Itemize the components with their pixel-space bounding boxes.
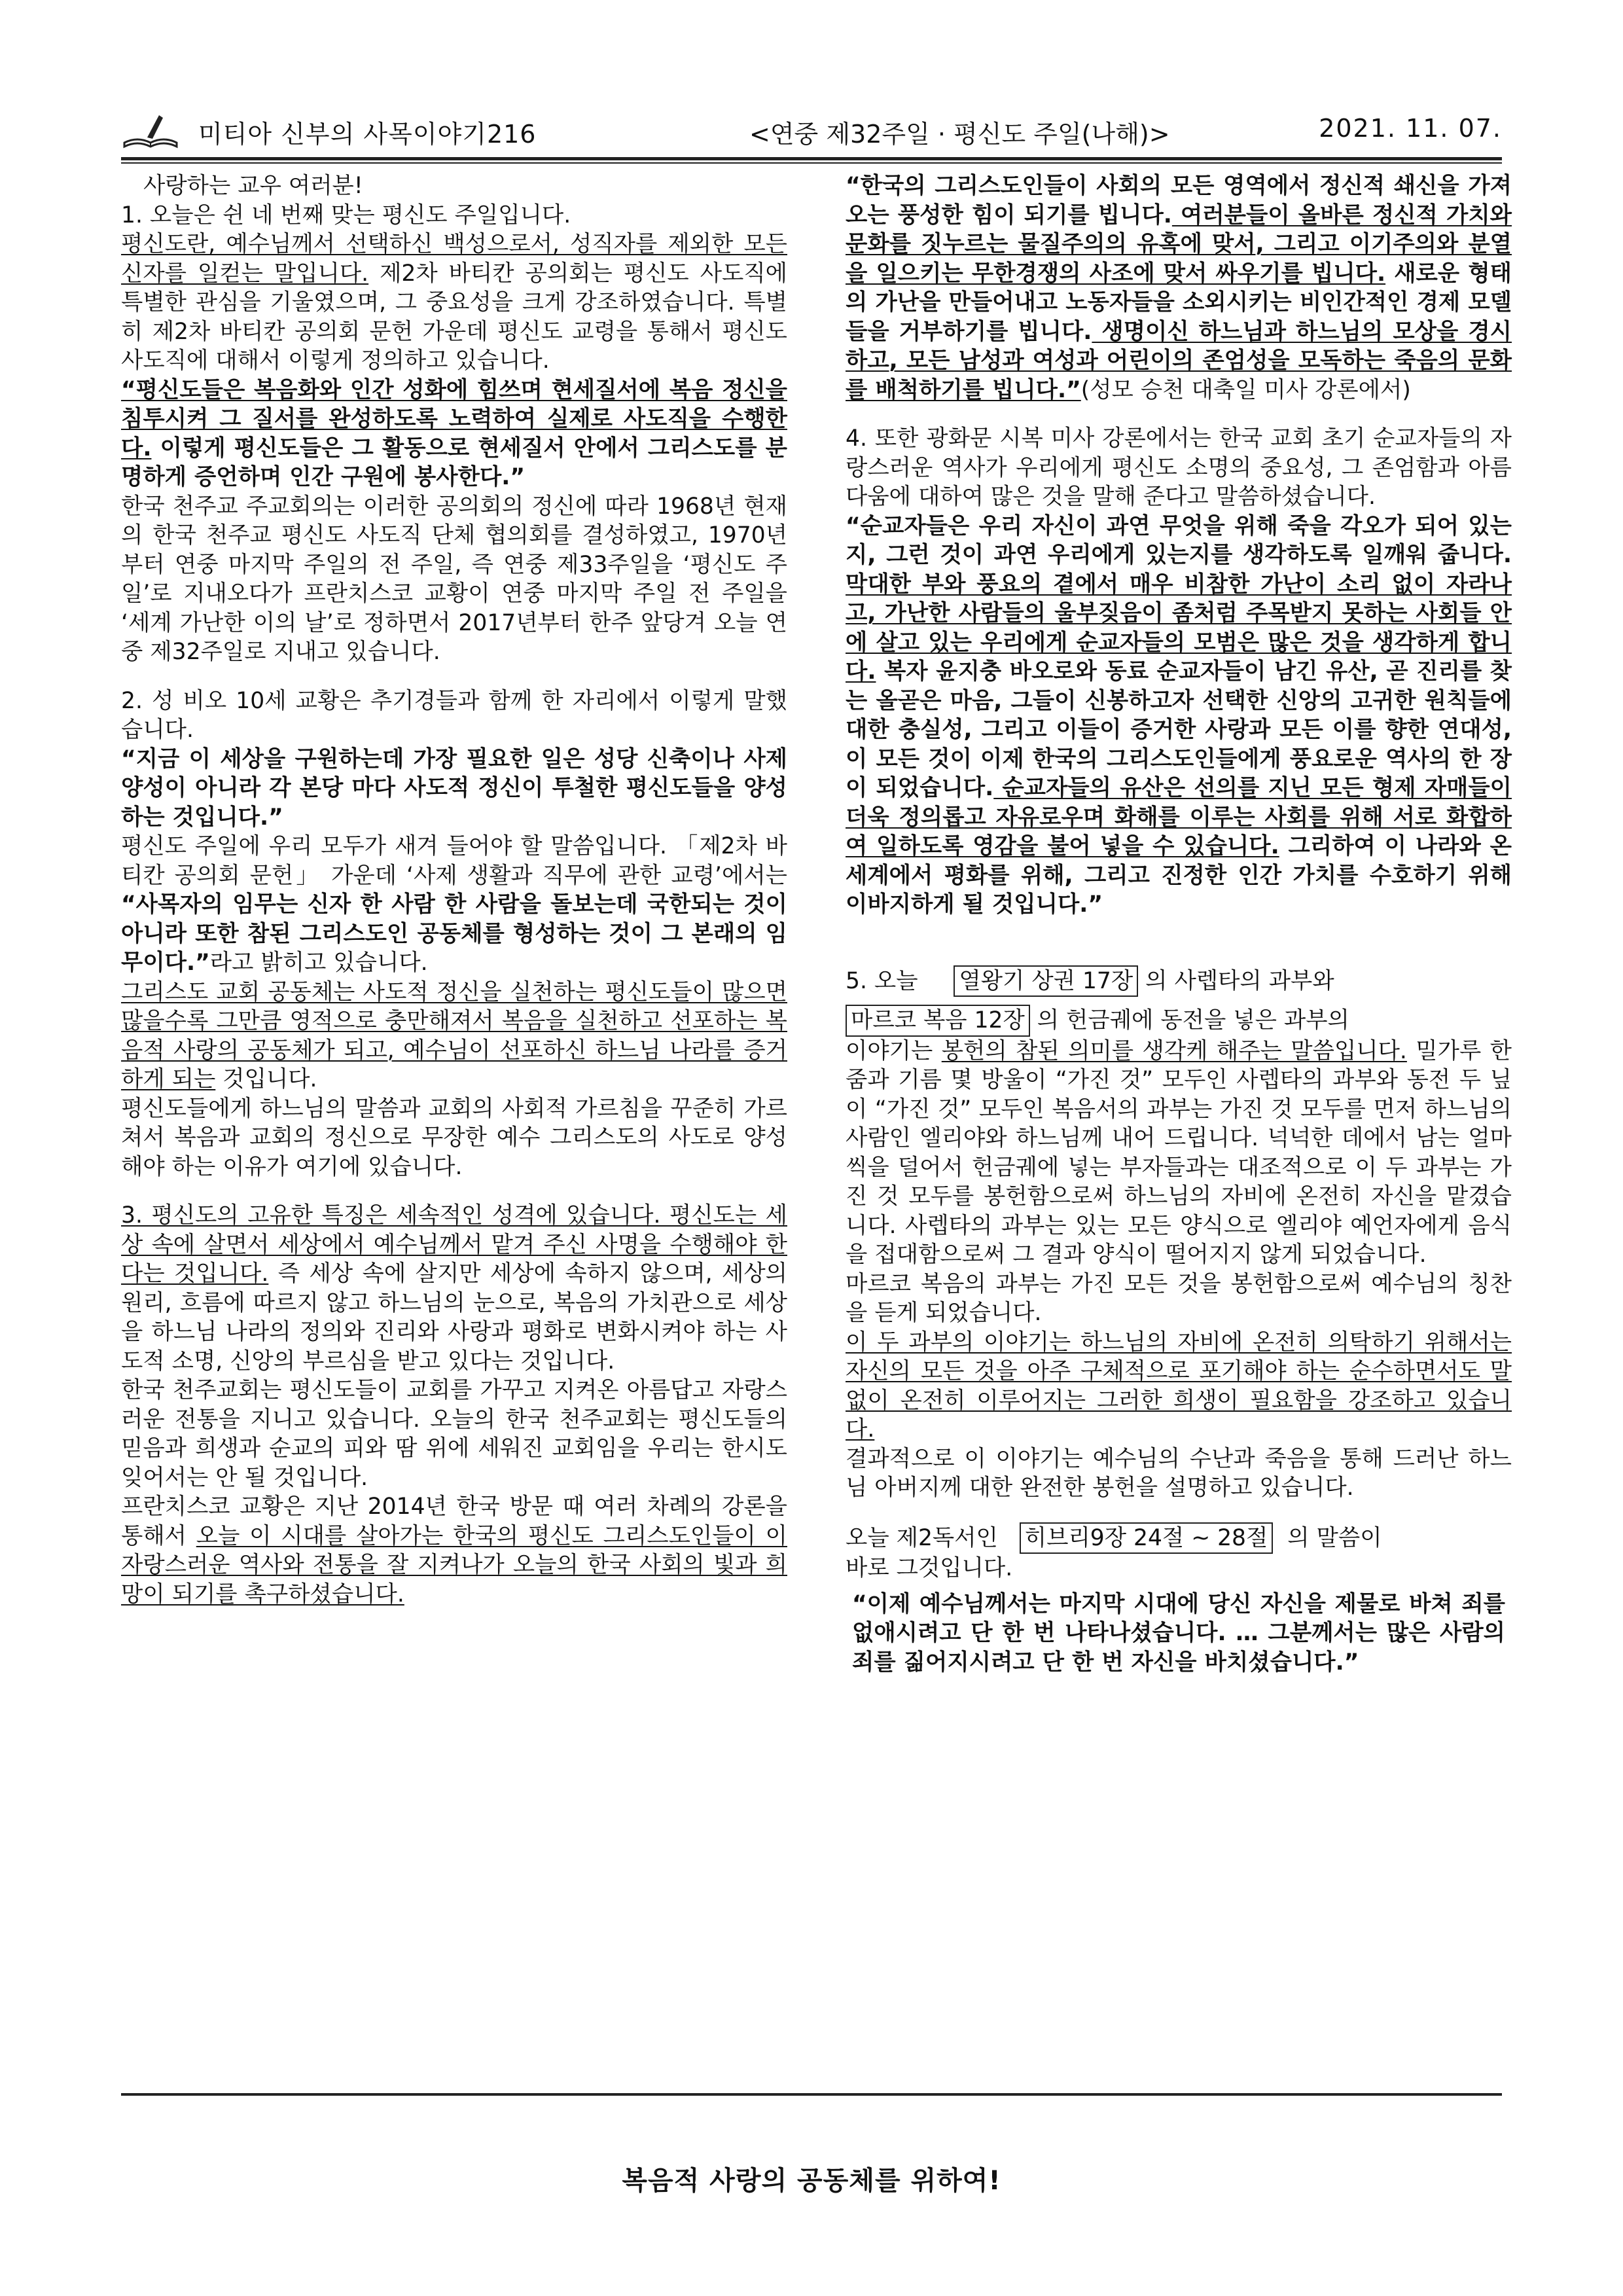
scripture-ref-mark: 마르코 복음 12장 bbox=[846, 1005, 1030, 1037]
martyr-quote-a: “순교자들은 우리 자신이 과연 무엇을 위해 죽을 각오가 되어 있는지, 그런 것이 과연 우리에게 있는지를 생각하도록 일깨워 줍니다. bbox=[846, 512, 1512, 568]
footer-motto: 복음적 사랑의 공동체를 위하여! bbox=[622, 2166, 1001, 2196]
martyr-quote-underlined: 막대한 부와 풍요의 곁에서 매우 비참한 가난이 소리 없이 자라나고, 가난한 사람들의 울부짖음이 좀처럼 주목받지 못하는 사회들 안에 살고 있는 우리에게 순교자들의 모범은 많은 것을 생각하게 합니다. bbox=[846, 571, 1512, 685]
section-1-intro bbox=[121, 201, 787, 230]
section-1-history: 한국 천주교 주교회의는 이러한 공의회의 정신에 따라 1968년 현재의 한국 천주교 평신도 사도직 단체 협의회를 결성하였고, 1970년부터 연중 마지막 주일의 전 주일, 즉 연중 제33주일을 ‘평신도 주일’로 지내오다가 프란치스코 교황이 연중 마지막 주일 전 주일을 ‘세계 가난한 이의 날’로 정하면서 2017년부터 한주 앞당겨 오늘 연중 제32주일로 지내고 있습니다. bbox=[121, 493, 787, 665]
section-3-pope-visit bbox=[121, 1492, 787, 1609]
decree-quote-b: 이렇게 평신도들은 그 활동으로 현세질서 안에서 그리스도를 분명하게 증언하며 인간 구원에 봉사한다.” bbox=[121, 435, 787, 490]
laity-definition: 평신도란, 예수님께서 선택하신 백성으로서, 성직자를 제외한 모든 신자를 일컫는 말입니다. bbox=[121, 231, 787, 287]
second-reading-end: 바로 그것입니다. bbox=[846, 1555, 1013, 1581]
occasion-title: <연중 제32주일 · 평신도 주일(나해)> bbox=[749, 120, 1170, 149]
section-3-underlined: 3. 평신도의 고유한 특징은 세속적인 성격에 있습니다. 평신도는 세상 속에 살면서 세상에서 예수님께서 맡겨 주신 사명을 수행해야 한다는 것입니다. bbox=[121, 1202, 787, 1287]
section-2-underlined-end: 것입니다. bbox=[215, 1066, 317, 1092]
homily-quote-underlined: 여러분들이 올바른 정신적 가치와 문화를 짓누르는 물질주의의 유혹에 맞서, 그리고 이기주의와 분열을 일으키는 무한경쟁의 사조에 맞서 싸우기를 빕니다. bbox=[846, 202, 1512, 287]
martyr-quote-c: 그리하여 이 나라와 온 세계에서 평화를 위해, 그리고 진정한 인간 가치를 수호하기 위해 이바지하게 될 것입니다.” bbox=[846, 833, 1512, 918]
section-2-teaching: 평신도들에게 하느님의 말씀과 교회의 사회적 가르침을 꾸준히 가르쳐서 복음과 교회의 정신으로 무장한 예수 그리스도의 사도로 양성해야 하는 이유가 여기에 있습니다. bbox=[121, 1095, 787, 1180]
section-5-text bbox=[846, 1037, 1512, 1270]
second-reading-after: 의 말씀이 bbox=[1287, 1524, 1382, 1551]
homily-quote-underlined-2: 생명이신 하느님과 하느님의 모상을 경시하고, 모든 남성과 여성과 어린이의 존엄성을 모독하는 죽음의 문화를 배척하기를 빕니다.” bbox=[846, 318, 1512, 403]
section-3-pope-a: 프란치스코 교황은 지난 2014년 한국 방문 때 여러 차례의 강론을 통해서 bbox=[121, 1494, 787, 1549]
greeting: 사랑하는 교우 여러분! bbox=[143, 173, 363, 199]
left-column bbox=[121, 171, 787, 1609]
martyr-quote-b: 복자 윤지충 바오로와 동료 순교자들이 남긴 유산, 곧 진리를 찾는 올곧은 마음, 그들이 신봉하고자 선택한 신앙의 고귀한 원칙들에 대한 충실성, 그리고 이들이 증거한 사랑과 모든 이를 향한 연대성, 이 모든 것이 이제 한국의 그리스도인들에게 풍요로운 역사의 한 장이 되었습니다. bbox=[846, 658, 1512, 801]
homily-quote-b: 새로운 형태의 가난을 만들어내고 노동자들을 소외시키는 비인간적인 경제 모델들을 거부하기를 빕니다. bbox=[846, 260, 1512, 345]
scripture-ref-hebrews: 히브리9장 24절 ~ 28절 bbox=[1020, 1522, 1274, 1554]
section-1-text: 제2차 바티칸 공의회는 평신도 사도직에 특별한 관심을 기울였으며, 그 중요성을 크게 강조하였습니다. 특별히 제2차 바티칸 공의회 문헌 가운데 평신도 교령을 통해서 평신도 사도직에 대해서 이렇게 정의하고 있습니다. bbox=[121, 260, 788, 374]
second-reading-prefix: 오늘 제2독서인 bbox=[846, 1524, 998, 1551]
section-3-pope-underlined: 오늘 이 시대를 살아가는 한국의 평신도 그리스도인들이 이 자랑스러운 역사와 전통을 잘 지켜나가 오늘의 한국 사회의 빛과 희망이 되기를 촉구하셨습니다. bbox=[121, 1522, 787, 1607]
assumption-homily-quote bbox=[846, 171, 1512, 404]
homily-quote-a: “한국의 그리스도인들이 사회의 모든 영역에서 정신적 쇄신을 가져오는 풍성한 힘이 되기를 빕니다. bbox=[846, 173, 1512, 228]
homily-source: (성모 승천 대축일 미사 강론에서) bbox=[1080, 376, 1411, 403]
section-5-text-a: 이야기는 bbox=[846, 1037, 942, 1064]
section-2-underlined: 그리스도 교회 공동체는 사도적 정신을 실천하는 평신도들이 많으면 많을수록 그만큼 영적으로 충만해져서 복음을 실천하고 선포하는 복음적 사랑의 공동체가 되고, 예수님이 선포하신 하느님 나라를 증거 하게 되는 bbox=[121, 978, 787, 1092]
header-rule bbox=[121, 157, 1502, 160]
section-2-quote-2: “사목자의 임무는 신자 한 사람 한 사람을 돌보는데 국한되는 것이 아니라 또한 참된 그리스도인 공동체를 형성하는 것이 그 본래의 임무이다.” bbox=[121, 891, 787, 976]
section-5-sacrifice: 이 두 과부의 이야기는 하느님의 자비에 온전히 의탁하기 위해서는 자신의 모든 것을 아주 구체적으로 포기해야 하는 순수하면서도 말없이 온전히 이루어지는 그러한 희생이 필요함을 강조하고 있습니다. bbox=[846, 1329, 1512, 1443]
section-5-reading-1 bbox=[846, 965, 1512, 997]
section-5-mark-widow: 마르코 복음의 과부는 가진 모든 것을 봉헌함으로써 예수님의 칭찬을 듣게 되었습니다. bbox=[846, 1270, 1512, 1326]
publication-title: 미티아 신부의 사목이야기216 bbox=[198, 120, 537, 149]
section-3-text: 즉 세상 속에 살지만 세상에 속하지 않으며, 세상의 원리, 흐름에 따르지 않고 하느님의 눈으로, 복음의 가치관으로 세상을 하느님 나라의 정의와 진리와 사랑과 평화로 변화시켜야 하는 사도적 소명, 신앙의 부르심을 받고 있다는 것입니다. bbox=[121, 1261, 787, 1374]
section-1-quote bbox=[121, 376, 787, 492]
section-1-definition bbox=[121, 230, 787, 376]
section-2-text bbox=[121, 832, 787, 978]
martyr-quote-underlined-2: 순교자들의 유산은 선의를 지닌 모든 형제 자매들이 더욱 정의롭고 자유로우며 화해를 이루는 사회를 위해 서로 화합하여 일하도록 영감을 불어 넣을 수 있습니다. bbox=[846, 775, 1512, 859]
section-5-text-b: 밀가루 한 줌과 기름 몇 방울이 “가진 것” 모두인 사렙타의 과부와 동전 두 닢이 “가진 것” 모두인 복음서의 과부는 가진 것 모두를 먼저 하느님의 사람인 엘리야와 하느님께 내어 드립니다. 넉넉한 데에서 남는 얼마씩을 덜어서 헌금궤에 넣는 부자들과는 대조적으로 이 두 과부는 가진 것 모두를 봉헌함으로써 하느님의 자비에 온전히 자신을 맡겼습니다. 사렙타의 과부는 있는 모든 양식으로 엘리야 예언자에게 음식을 접대함으로써 그 결과 양식이 떨어지지 않게 되었습니다. bbox=[846, 1037, 1512, 1268]
section-5-after-ref-2: 의 헌금궤에 동전을 넣은 과부의 bbox=[1037, 1007, 1349, 1033]
section-5-underlined: 봉헌의 참된 의미를 생각케 해주는 말씀입니다. bbox=[941, 1037, 1407, 1064]
section-2-intro: 2. 성 비오 10세 교황은 추기경들과 함께 한 자리에서 이렇게 말했습니다. bbox=[121, 687, 787, 743]
page-header bbox=[121, 110, 1502, 154]
section-2-text-b: 라고 밝히고 있습니다. bbox=[209, 950, 428, 976]
decree-quote-a: “평신도들은 복음화와 인간 성화에 힘쓰며 현세질서에 복음 정신을 침투시켜 그 질서를 완성하도록 노력하여 실제로 사도직을 수행한다. bbox=[121, 376, 787, 461]
section-5-conclusion: 결과적으로 이 이야기는 예수님의 수난과 죽음을 통해 드러난 하느님 아버지께 대한 완전한 봉헌을 설명하고 있습니다. bbox=[846, 1445, 1512, 1501]
hebrews-quote: “이제 예수님께서는 마지막 시대에 당신 자신을 제물로 바쳐 죄를 없애시려고 단 한 번 나타나셨습니다. … 그분께서는 많은 사람의 죄를 짊어지시려고 단 한 번 자신을 바치셨습니다.” bbox=[852, 1590, 1505, 1676]
section-5-prefix: 5. 오늘 bbox=[846, 967, 918, 994]
right-column bbox=[846, 171, 1512, 1677]
section-4-intro: 4. 또한 광화문 시복 미사 강론에서는 한국 교회 초기 순교자들의 자랑스러운 역사가 우리에게 평신도 소명의 중요성, 그 존엄함과 아름다움에 대하여 많은 것을 말해 준다고 말씀하셨습니다. bbox=[846, 425, 1512, 510]
open-book-logo-icon bbox=[121, 111, 180, 151]
section-5-after-ref-1: 의 사렙타의 과부와 bbox=[1145, 967, 1334, 994]
section-1-line: 1. 오늘은 쉰 네 번째 맞는 평신도 주일입니다. bbox=[121, 202, 571, 228]
header-rule-thin bbox=[121, 162, 1502, 164]
scripture-ref-kings: 열왕기 상권 17장 bbox=[954, 965, 1138, 997]
section-2-quote: “지금 이 세상을 구원하는데 가장 필요한 일은 성당 신축이나 사제 양성이 아니라 각 본당 마다 사도적 정신이 투철한 평신도들을 양성하는 것입니다.” bbox=[121, 745, 787, 831]
section-2-community bbox=[121, 978, 787, 1094]
section-4-quote bbox=[846, 512, 1512, 920]
section-3-tradition: 한국 천주교회는 평신도들이 교회를 가꾸고 지켜온 아름답고 자랑스러운 전통을 지니고 있습니다. 오늘의 한국 천주교회는 평신도들의 믿음과 희생과 순교의 피와 땀 위에 세워진 교회임을 우리는 한시도 잊어서는 안 될 것입니다. bbox=[121, 1377, 787, 1491]
section-5-reading-2 bbox=[846, 1005, 1512, 1037]
footer-rule bbox=[121, 2093, 1502, 2096]
section-2-text-a: 평신도 주일에 우리 모두가 새겨 들어야 할 말씀입니다. 「제2차 바티칸 공의회 문헌」 가운데 ‘사제 생활과 직무에 관한 교령’에서는 bbox=[121, 833, 787, 889]
issue-date: 2021. 11. 07. bbox=[1319, 114, 1502, 143]
section-5-second-reading bbox=[846, 1522, 1512, 1554]
section-3-intro bbox=[121, 1201, 787, 1376]
